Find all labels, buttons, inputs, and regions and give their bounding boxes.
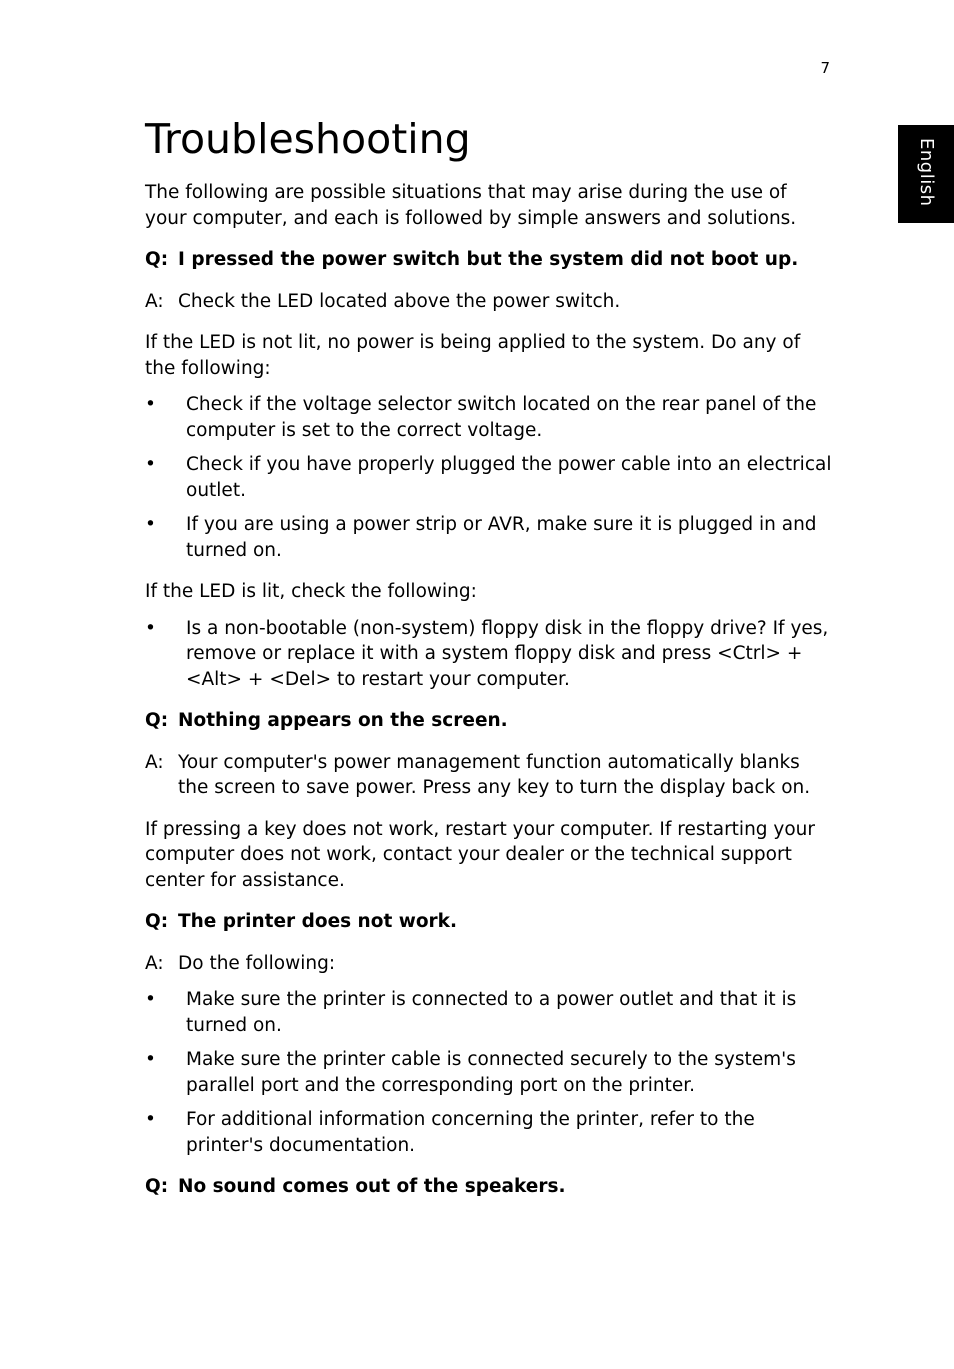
list-item-text: Check if the voltage selector switch located on the rear panel of the computer is set to the correct voltage.	[186, 394, 817, 441]
bullet-mark: •	[145, 1109, 156, 1130]
question-printer	[145, 909, 833, 935]
list-item	[145, 1047, 833, 1098]
led-not-lit-list	[145, 392, 833, 563]
list-item	[145, 987, 833, 1038]
list-item	[145, 1107, 833, 1158]
answer-prefix: A:	[145, 751, 164, 773]
answer-nothing-on-screen	[145, 750, 833, 801]
answer-text: Do the following:	[178, 952, 336, 974]
answer-text: Check the LED located above the power switch.	[178, 290, 621, 312]
bullet-mark: •	[145, 1049, 156, 1070]
bullet-mark: •	[145, 394, 156, 415]
question-nothing-on-screen	[145, 708, 833, 734]
bullet-mark: •	[145, 514, 156, 535]
printer-list	[145, 987, 833, 1158]
language-side-tab-label: English	[916, 138, 937, 207]
question-text: No sound comes out of the speakers.	[178, 1176, 566, 1197]
list-item	[145, 452, 833, 503]
question-no-sound	[145, 1174, 833, 1200]
led-lit-list	[145, 616, 833, 693]
question-prefix: Q:	[145, 1176, 169, 1197]
question-prefix: Q:	[145, 249, 169, 270]
list-item-text: If you are using a power strip or AVR, make sure it is plugged in and turned on.	[186, 514, 817, 561]
bullet-mark: •	[145, 989, 156, 1010]
intro-paragraph: The following are possible situations that may arise during the use of your computer, and each is followed by simple answers and solutions.	[145, 182, 797, 229]
list-item-text: Make sure the printer is connected to a power outlet and that it is turned on.	[186, 989, 797, 1036]
led-lit-paragraph: If the LED is lit, check the following:	[145, 581, 477, 602]
restart-paragraph: If pressing a key does not work, restart your computer. If restarting your computer does not work, contact your dealer or the technical support center for assistance.	[145, 818, 816, 891]
led-not-lit-paragraph: If the LED is not lit, no power is being applied to the system. Do any of the following:	[145, 332, 801, 379]
page-title: Troubleshooting	[145, 115, 471, 163]
list-item	[145, 616, 833, 693]
list-item-text: Is a non-bootable (non-system) floppy disk in the floppy drive? If yes, remove or replace it with a system floppy disk and press <Ctrl> + <Alt> + <Del> to restart your computer.	[186, 617, 829, 690]
question-text: I pressed the power switch but the system did not boot up.	[178, 249, 799, 270]
list-item	[145, 392, 833, 443]
answer-printer	[145, 951, 833, 977]
answer-text: Your computer's power management function automatically blanks the screen to save power. Press any key to turn the display back on.	[178, 751, 811, 798]
question-prefix: Q:	[145, 710, 169, 731]
list-item	[145, 512, 833, 563]
bullet-mark: •	[145, 454, 156, 475]
question-text: Nothing appears on the screen.	[178, 710, 508, 731]
question-power-switch	[145, 247, 833, 273]
question-prefix: Q:	[145, 911, 169, 932]
answer-power-switch	[145, 289, 833, 315]
question-text: The printer does not work.	[178, 911, 457, 932]
list-item-text: For additional information concerning the printer, refer to the printer's documentation.	[186, 1109, 755, 1156]
list-item-text: Check if you have properly plugged the power cable into an electrical outlet.	[186, 454, 832, 501]
page-number: 7	[820, 59, 830, 77]
list-item-text: Make sure the printer cable is connected securely to the system's parallel port and the corresponding port on the printer.	[186, 1049, 796, 1096]
page-content	[145, 110, 833, 1200]
bullet-mark: •	[145, 617, 156, 639]
answer-prefix: A:	[145, 290, 164, 312]
answer-prefix: A:	[145, 952, 164, 974]
